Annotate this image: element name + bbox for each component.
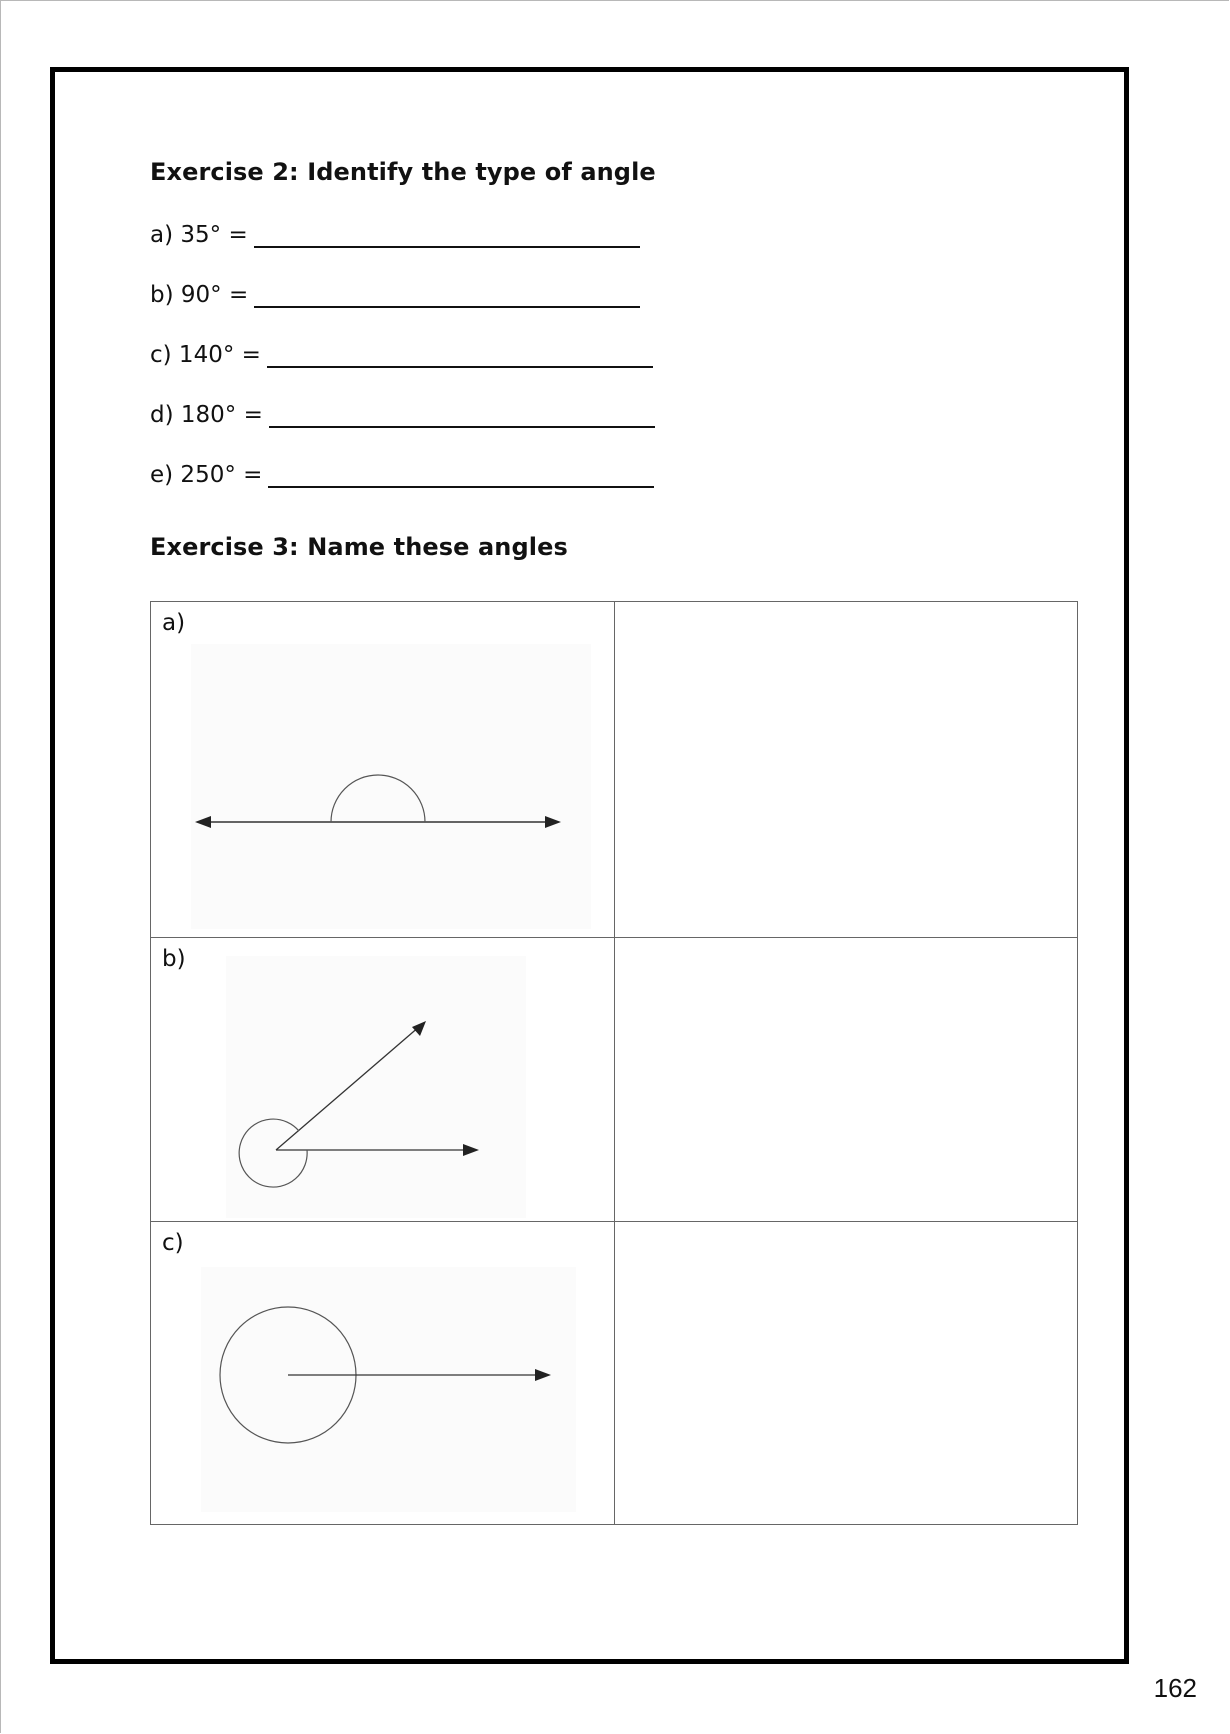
question-c-answer-line[interactable]: [267, 340, 653, 368]
row-b-figure-cell: [151, 938, 614, 1221]
row-c-answer-cell[interactable]: [615, 1222, 1078, 1525]
row-b-label: b): [162, 946, 186, 972]
question-e-answer-line[interactable]: [268, 460, 654, 488]
question-d: [150, 394, 655, 428]
question-a: [150, 214, 640, 248]
question-d-label: d) 180° =: [150, 402, 263, 428]
row-a-answer-cell[interactable]: [615, 602, 1078, 937]
question-b-answer-line[interactable]: [254, 280, 640, 308]
row-b-answer-cell[interactable]: [615, 938, 1078, 1221]
straight-angle-figure: [191, 644, 591, 929]
angles-table: [150, 601, 1078, 1525]
row-a-figure-cell: [151, 602, 614, 937]
exercise-3-title: Exercise 3: Name these angles: [150, 533, 568, 561]
reflex-angle-diagram: [226, 956, 526, 1218]
row-a-label: a): [162, 610, 186, 636]
full-angle-diagram: [201, 1267, 576, 1512]
question-a-label: a) 35° =: [150, 222, 248, 248]
question-c-label: c) 140° =: [150, 342, 261, 368]
exercise-2-title: Exercise 2: Identify the type of angle: [150, 158, 656, 186]
row-c-figure-cell: [151, 1222, 614, 1525]
straight-angle-diagram: [191, 644, 591, 929]
row-c-label: c): [162, 1230, 184, 1256]
question-b: [150, 274, 640, 308]
page-number: 162: [1153, 1673, 1197, 1703]
question-a-answer-line[interactable]: [254, 220, 640, 248]
question-b-label: b) 90° =: [150, 282, 249, 308]
question-e-label: e) 250° =: [150, 462, 263, 488]
reflex-angle-figure: [226, 956, 526, 1218]
question-d-answer-line[interactable]: [269, 400, 655, 428]
full-angle-figure: [201, 1267, 576, 1512]
question-e: [150, 454, 654, 488]
question-c: [150, 334, 653, 368]
